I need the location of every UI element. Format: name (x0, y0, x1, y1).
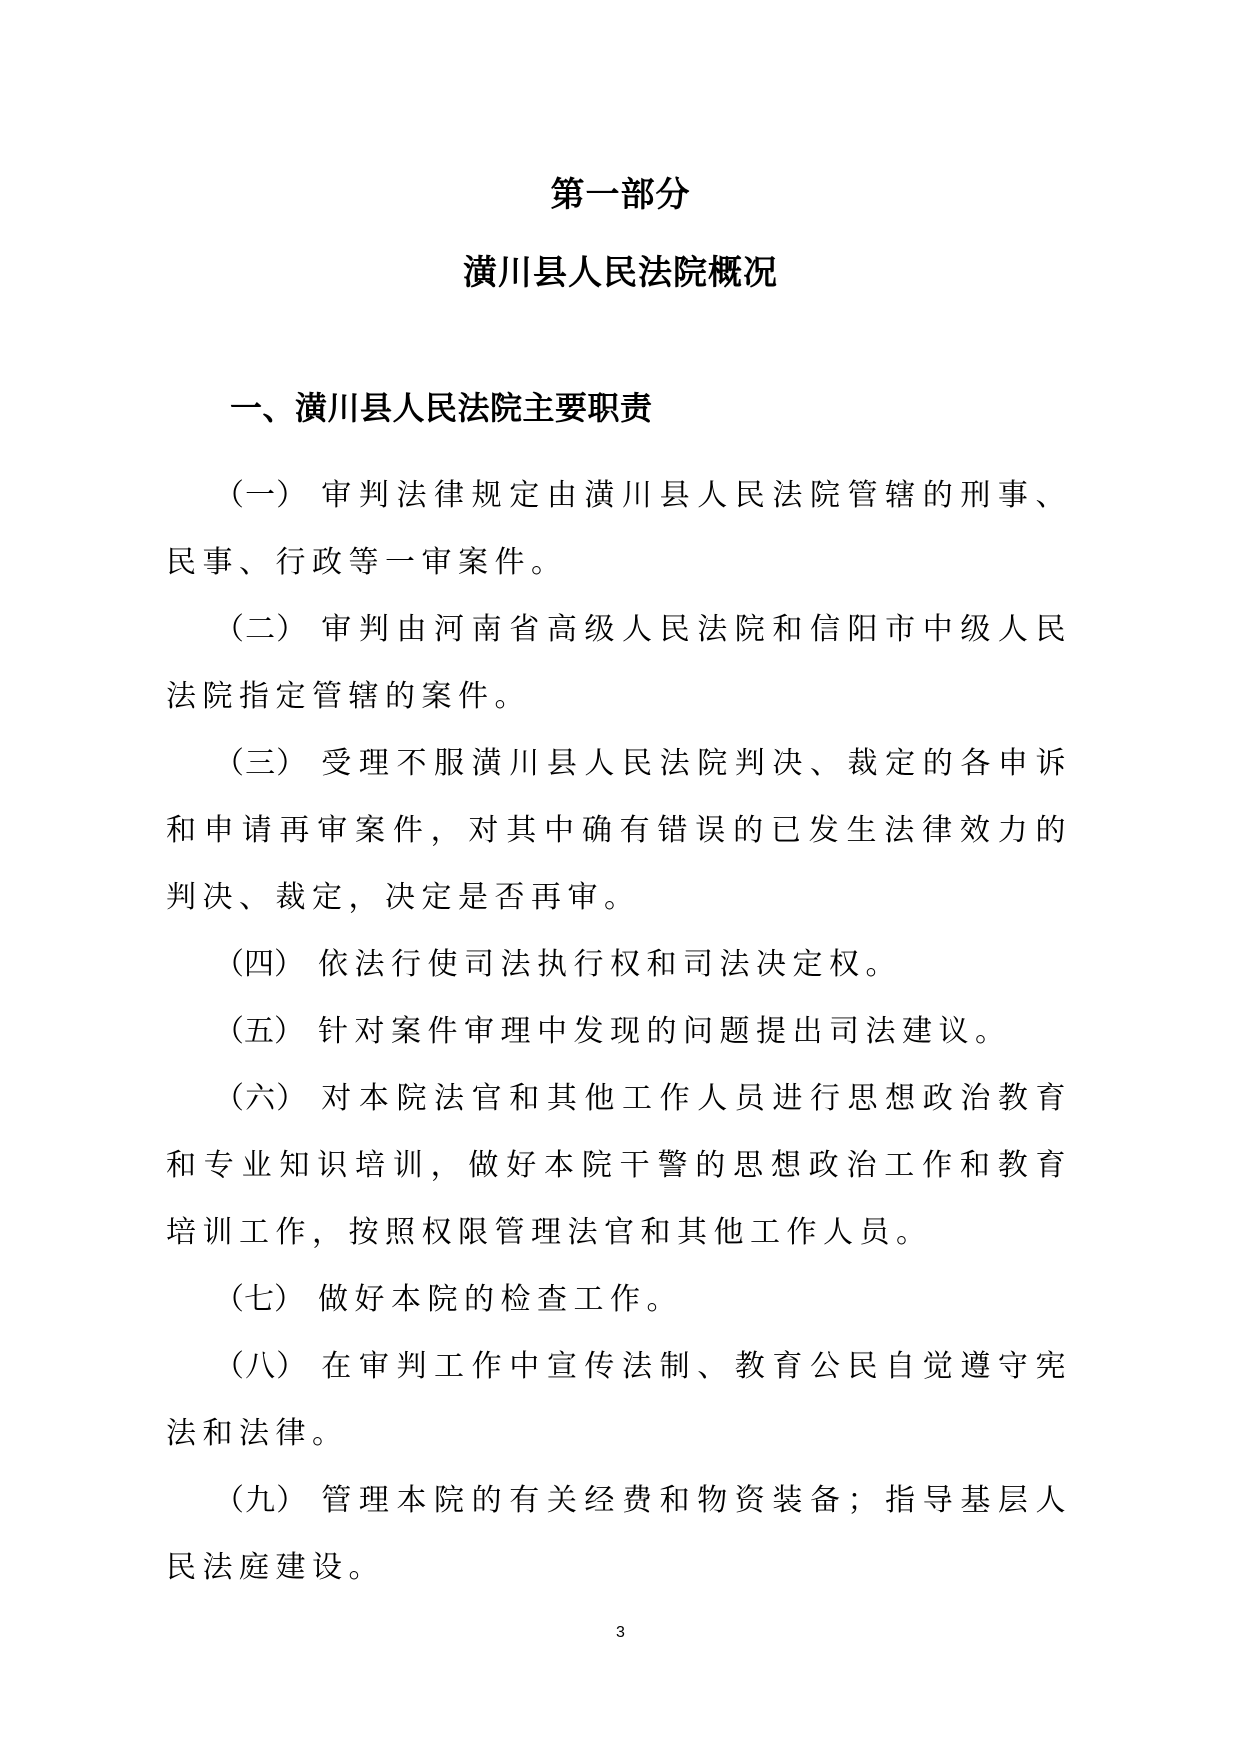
duty-item-number: （九） (214, 1483, 308, 1518)
duty-item (166, 596, 1072, 730)
page-number: 3 (616, 1624, 625, 1641)
document-title: 潢川县人民法院概况 (463, 253, 778, 293)
section-heading: 一、潢川县人民法院主要职责 (230, 389, 653, 427)
duty-item-number: （一） (214, 478, 308, 513)
duty-item-number: （五） (214, 1014, 304, 1049)
duty-item-text: 针对案件审理中发现的问题提出司法建议。 (318, 1014, 1012, 1049)
duty-item-text: 审判由河南省高级人民法院和信阳市中级人民法院指定管辖的案件。 (166, 612, 1073, 714)
duty-item (166, 1467, 1072, 1601)
duty-item-text: 管理本院的有关经费和物资装备；指导基层人民法庭建设。 (166, 1483, 1073, 1585)
duty-item-text: 在审判工作中宣传法制、教育公民自觉遵守宪法和法律。 (166, 1349, 1073, 1451)
duty-item (166, 462, 1072, 596)
duty-item-text: 对本院法官和其他工作人员进行思想政治教育和专业知识培训，做好本院干警的思想政治工作和教育培训工作，按照权限管理法官和其他工作人员。 (166, 1081, 1073, 1250)
duty-item (166, 931, 1072, 998)
duty-item-number: （八） (214, 1349, 308, 1384)
duty-item-text: 审判法律规定由潢川县人民法院管辖的刑事、民事、行政等一审案件。 (166, 478, 1073, 580)
duty-item (166, 1065, 1072, 1266)
duty-item-number: （七） (214, 1282, 304, 1317)
duty-item-number: （三） (214, 746, 308, 781)
duty-item-text: 做好本院的检查工作。 (318, 1282, 683, 1317)
duty-item-number: （六） (214, 1081, 308, 1116)
duties-list (166, 462, 1072, 1601)
duty-item (166, 730, 1072, 931)
part-title: 第一部分 (550, 175, 691, 215)
duty-item-number: （四） (214, 947, 304, 982)
duty-item-text: 依法行使司法执行权和司法决定权。 (318, 947, 902, 982)
duty-item-number: （二） (214, 612, 308, 647)
duty-item (166, 998, 1072, 1065)
duty-item (166, 1266, 1072, 1333)
duty-item-text: 受理不服潢川县人民法院判决、裁定的各申诉和申请再审案件，对其中确有错误的已发生法律效力的判决、裁定，决定是否再审。 (166, 746, 1073, 915)
duty-item (166, 1333, 1072, 1467)
